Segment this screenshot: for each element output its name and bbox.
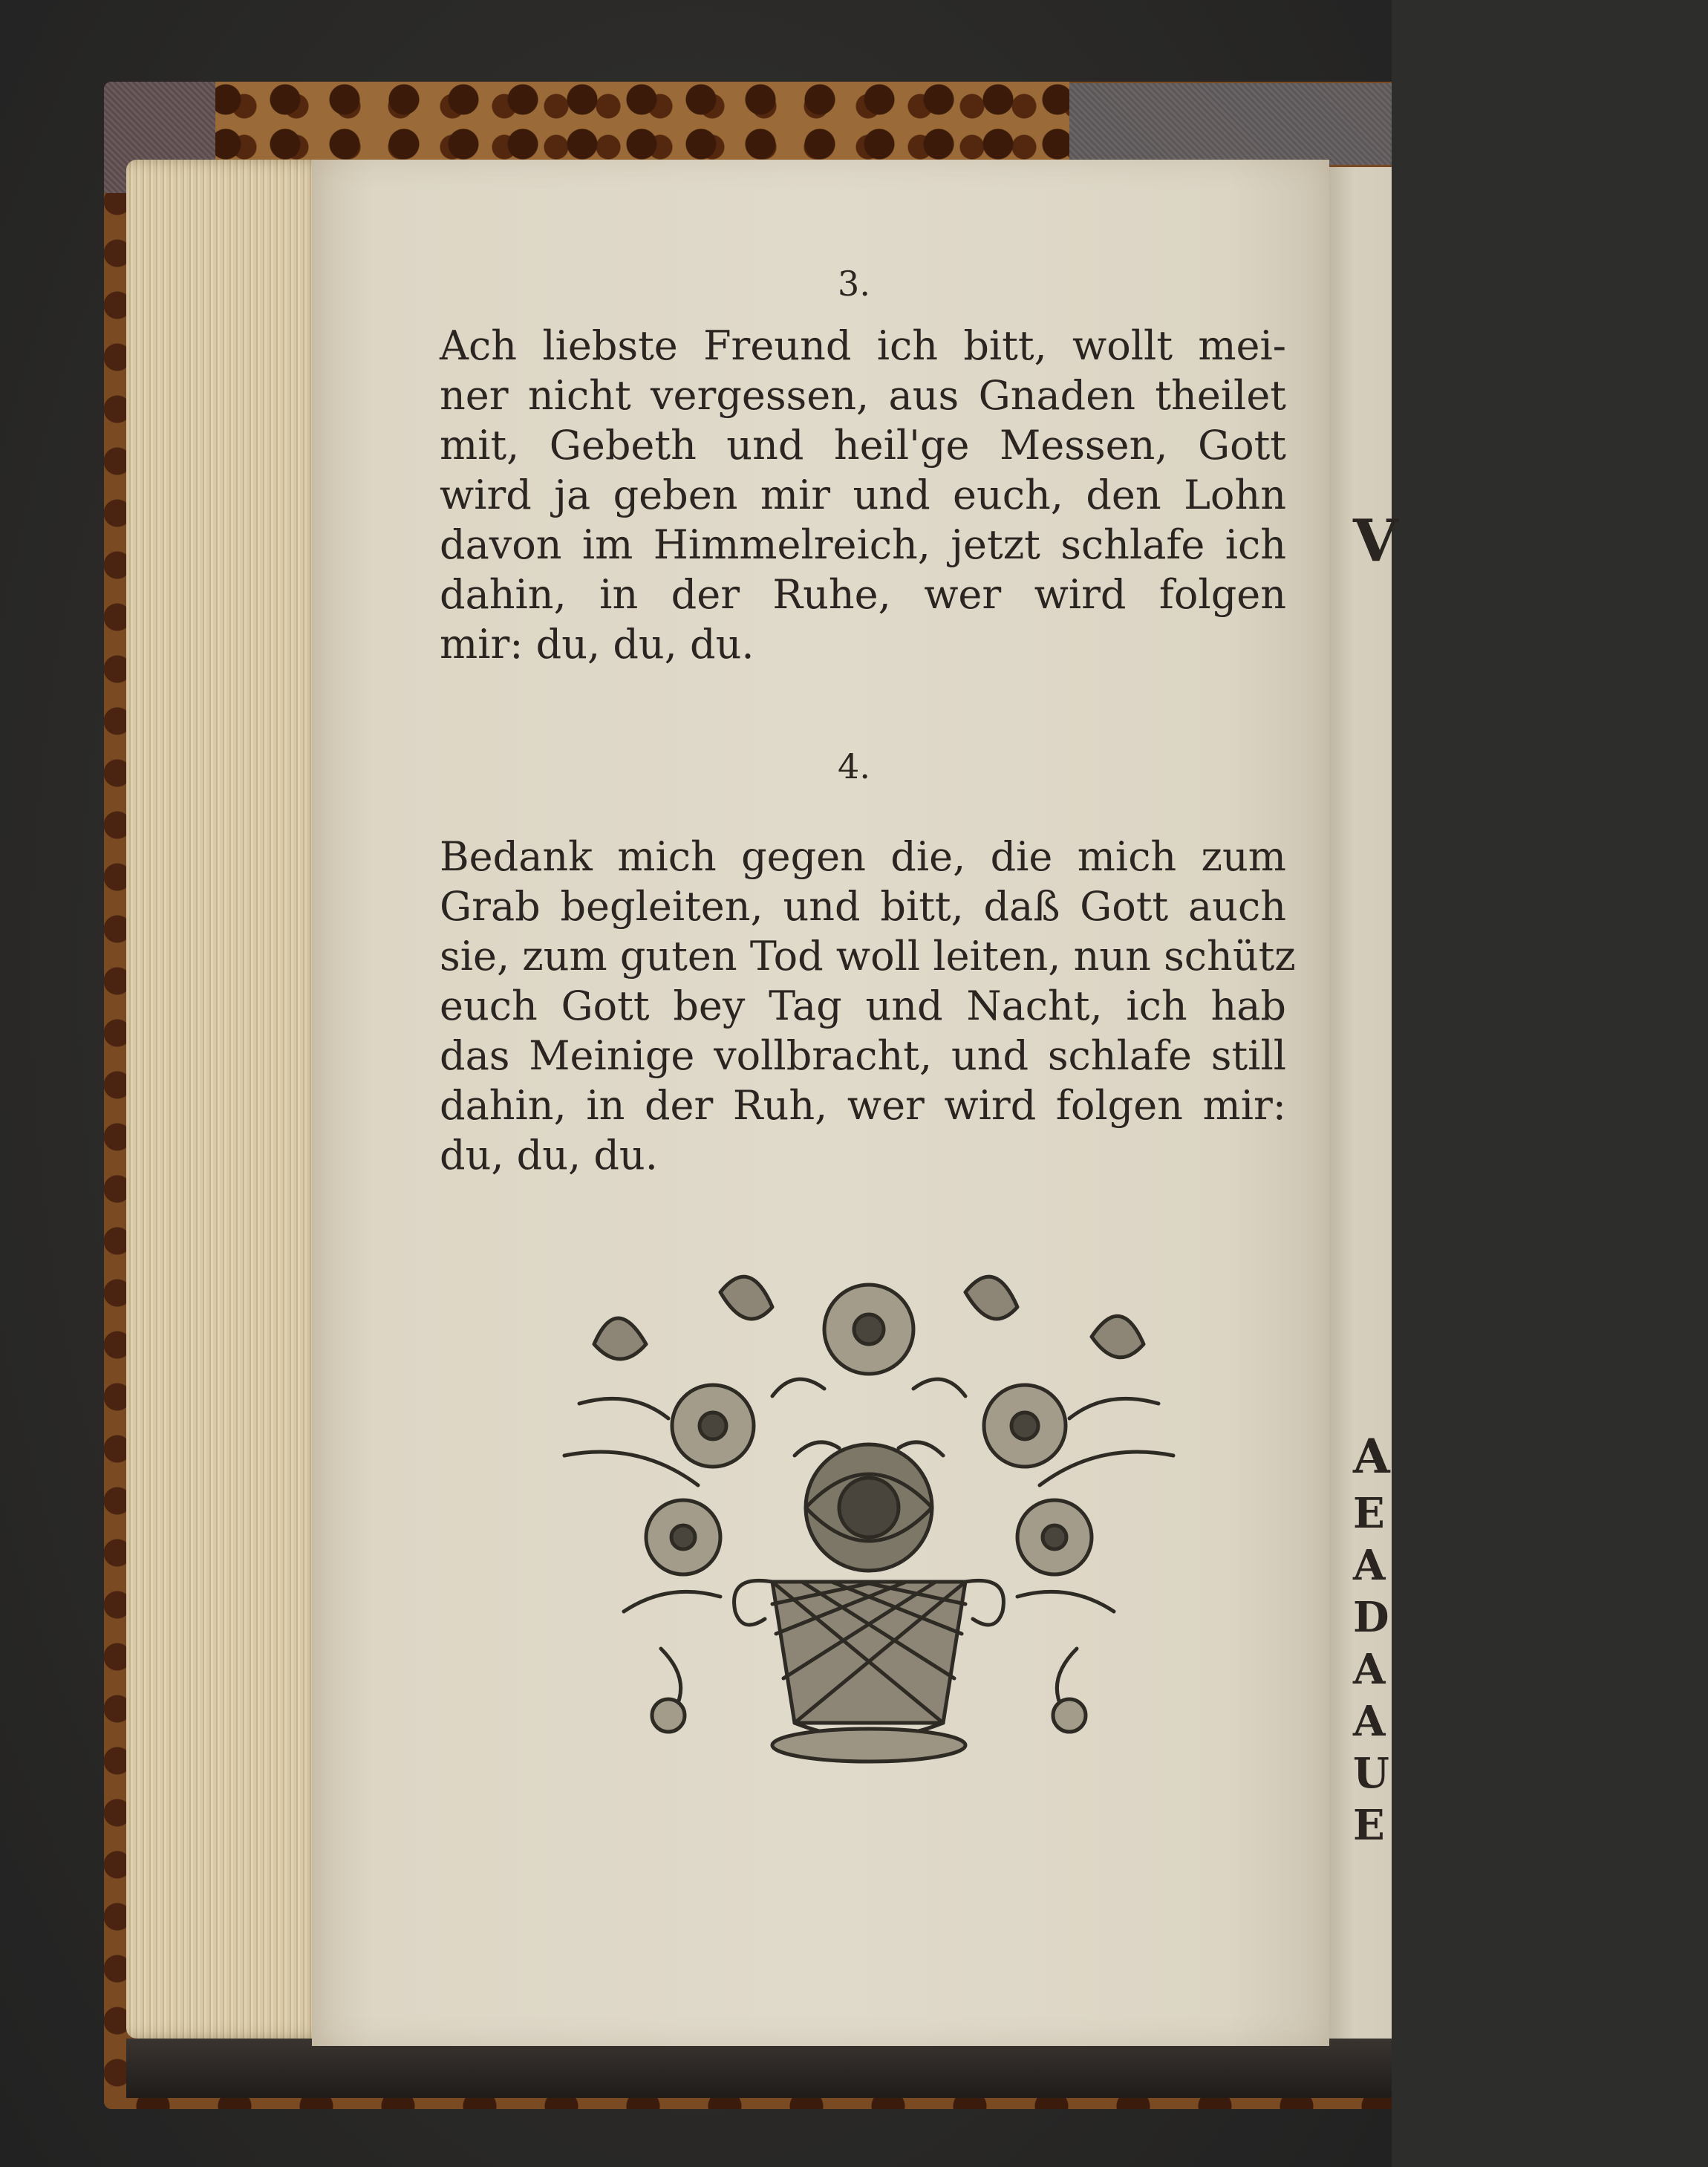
verse-line: du, du, du. xyxy=(440,1132,658,1179)
facing-page-letter: A xyxy=(1353,1645,1386,1694)
verse-line: dahin, in der Ruh, wer wird folgen mir: xyxy=(440,1082,1286,1129)
verse-line: euch Gott bey Tag und Nacht, ich hab xyxy=(440,983,1286,1029)
flower-basket-icon xyxy=(550,1262,1188,1775)
verse-line: das Meinige vollbracht, und schlafe still xyxy=(440,1032,1286,1079)
verse-line: Ach liebste Freund ich bitt, wollt mei- xyxy=(440,322,1286,369)
marbled-cover-top xyxy=(208,82,1069,160)
verse-number-3: 3. xyxy=(838,264,870,304)
verse-3 xyxy=(440,321,1286,669)
verse-line: davon im Himmelreich, jetzt schlafe ich xyxy=(440,521,1286,568)
verse-line: Grab begleiten, und bitt, daß Gott auch xyxy=(440,883,1286,930)
facing-page-letter: V xyxy=(1353,507,1398,575)
facing-page-letter: D xyxy=(1353,1593,1389,1642)
verse-number-4: 4. xyxy=(838,746,870,786)
cloth-cover-right xyxy=(1069,83,1392,165)
facing-page-letter: A xyxy=(1353,1429,1390,1485)
verse-4 xyxy=(440,832,1296,1180)
verse-line: ner nicht vergessen, aus Gnaden theilet xyxy=(440,372,1286,419)
facing-page-letter: E xyxy=(1353,1801,1385,1850)
book-bottom-shadow xyxy=(126,2039,1392,2098)
facing-page-letter: A xyxy=(1353,1541,1386,1590)
verse-line: wird ja geben mir und euch, den Lohn xyxy=(440,472,1286,518)
page-block-edges xyxy=(126,160,327,2039)
facing-page-letter: E xyxy=(1353,1489,1385,1538)
verse-line: dahin, in der Ruhe, wer wird folgen xyxy=(440,571,1286,618)
verse-line: sie, zum guten Tod woll leiten, nun schütz xyxy=(440,933,1296,980)
facing-page-letter: A xyxy=(1353,1697,1386,1746)
facing-page-letter: U xyxy=(1353,1749,1389,1798)
verse-line: mir: du, du, du. xyxy=(440,621,754,668)
verse-line: Bedank mich gegen die, die mich zum xyxy=(440,833,1286,880)
verse-line: mit, Gebeth und heil'ge Messen, Gott xyxy=(440,422,1286,469)
